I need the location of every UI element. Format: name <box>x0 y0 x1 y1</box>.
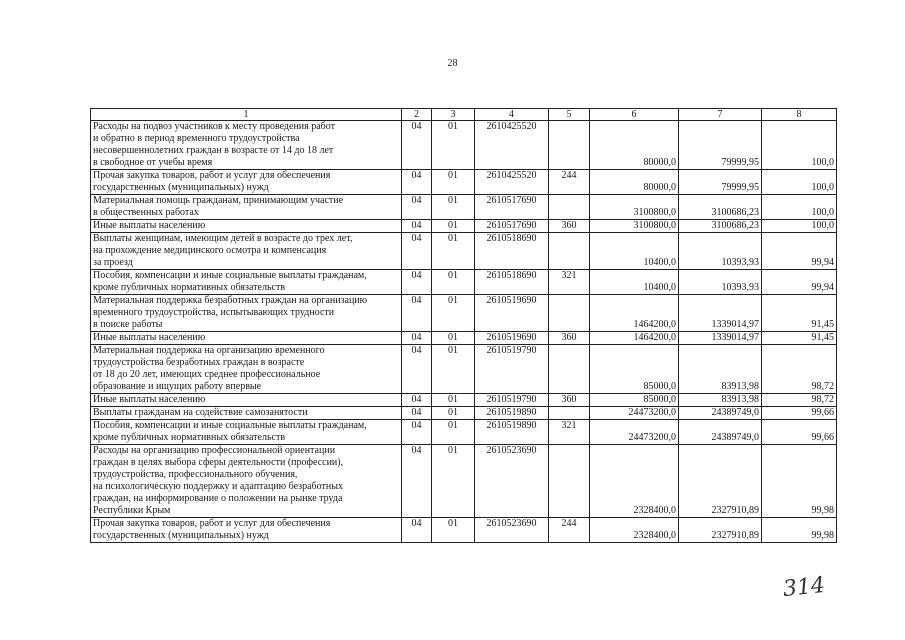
target-article-cell: 2610517690 <box>475 220 549 233</box>
section-cell: 04 <box>402 170 432 195</box>
table-row <box>91 345 837 394</box>
approved-amount-cell: 1464200,0 <box>590 295 679 332</box>
percent-cell: 91,45 <box>762 332 837 345</box>
target-article-cell: 2610523690 <box>475 445 549 518</box>
column-header: 1 <box>91 109 402 121</box>
executed-amount-cell: 79999,95 <box>679 170 762 195</box>
column-header: 5 <box>549 109 590 121</box>
subsection-cell: 01 <box>432 407 475 420</box>
row-name-cell: Расходы на организацию профессиональной ориентации граждан в целях выбора сферы деятельности (профессии), трудоустройства, профессионального обучения, на психологическую поддержку и адаптацию безработных граждан, на информирование о положении на рынке труда Республики Крым <box>91 445 402 518</box>
percent-cell: 99,66 <box>762 407 837 420</box>
section-cell: 04 <box>402 295 432 332</box>
subsection-cell: 01 <box>432 394 475 407</box>
percent-cell: 100,0 <box>762 220 837 233</box>
subsection-cell: 01 <box>432 170 475 195</box>
expense-type-cell: 360 <box>549 332 590 345</box>
row-name-cell: Материальная поддержка безработных граждан на организацию временного трудоустройства, испытывающих трудности в поиске работы <box>91 295 402 332</box>
percent-cell: 100,0 <box>762 121 837 170</box>
percent-cell: 100,0 <box>762 195 837 220</box>
approved-amount-cell: 1464200,0 <box>590 332 679 345</box>
target-article-cell: 2610518690 <box>475 233 549 270</box>
percent-cell: 98,72 <box>762 394 837 407</box>
section-cell: 04 <box>402 518 432 543</box>
subsection-cell: 01 <box>432 420 475 445</box>
expense-type-cell <box>549 345 590 394</box>
target-article-cell: 2610523690 <box>475 518 549 543</box>
column-header: 7 <box>679 109 762 121</box>
table-row <box>91 518 837 543</box>
column-header: 3 <box>432 109 475 121</box>
target-article-cell: 2610425520 <box>475 121 549 170</box>
expense-type-cell <box>549 407 590 420</box>
expense-type-cell: 321 <box>549 270 590 295</box>
executed-amount-cell: 2327910,89 <box>679 445 762 518</box>
approved-amount-cell: 10400,0 <box>590 233 679 270</box>
approved-amount-cell: 3100800,0 <box>590 195 679 220</box>
table-row <box>91 332 837 345</box>
target-article-cell: 2610519690 <box>475 332 549 345</box>
approved-amount-cell: 3100800,0 <box>590 220 679 233</box>
percent-cell: 98,72 <box>762 345 837 394</box>
subsection-cell: 01 <box>432 345 475 394</box>
section-cell: 04 <box>402 332 432 345</box>
expense-type-cell: 244 <box>549 518 590 543</box>
target-article-cell: 2610518690 <box>475 270 549 295</box>
row-name-cell: Иные выплаты населению <box>91 220 402 233</box>
expense-type-cell <box>549 445 590 518</box>
target-article-cell: 2610519790 <box>475 345 549 394</box>
row-name-cell: Материальная помощь гражданам, принимающим участие в общественных работах <box>91 195 402 220</box>
table-row <box>91 394 837 407</box>
executed-amount-cell: 10393,93 <box>679 270 762 295</box>
row-name-cell: Выплаты женщинам, имеющим детей в возрасте до трех лет, на прохождение медицинского осмотра и компенсация за проезд <box>91 233 402 270</box>
approved-amount-cell: 80000,0 <box>590 170 679 195</box>
expense-type-cell: 360 <box>549 394 590 407</box>
table-row <box>91 220 837 233</box>
executed-amount-cell: 10393,93 <box>679 233 762 270</box>
column-header: 8 <box>762 109 837 121</box>
section-cell: 04 <box>402 420 432 445</box>
section-cell: 04 <box>402 121 432 170</box>
section-cell: 04 <box>402 445 432 518</box>
table-row <box>91 270 837 295</box>
percent-cell: 99,66 <box>762 420 837 445</box>
expense-type-cell: 321 <box>549 420 590 445</box>
percent-cell: 99,94 <box>762 270 837 295</box>
table-header-row <box>91 109 837 121</box>
table-body <box>91 121 837 543</box>
table-row <box>91 170 837 195</box>
executed-amount-cell: 83913,98 <box>679 394 762 407</box>
row-name-cell: Материальная поддержка на организацию временного трудоустройства безработных граждан в возрасте от 18 до 20 лет, имеющих среднее профессиональное образование и ищущих работу впервые <box>91 345 402 394</box>
column-header: 4 <box>475 109 549 121</box>
section-cell: 04 <box>402 220 432 233</box>
target-article-cell: 2610519690 <box>475 295 549 332</box>
executed-amount-cell: 79999,95 <box>679 121 762 170</box>
table-row <box>91 445 837 518</box>
subsection-cell: 01 <box>432 332 475 345</box>
percent-cell: 99,98 <box>762 445 837 518</box>
table-row <box>91 407 837 420</box>
row-name-cell: Пособия, компенсации и иные социальные выплаты гражданам, кроме публичных нормативных обязательств <box>91 270 402 295</box>
row-name-cell: Выплаты гражданам на содействие самозанятости <box>91 407 402 420</box>
row-name-cell: Прочая закупка товаров, работ и услуг для обеспечения государственных (муниципальных) нужд <box>91 518 402 543</box>
row-name-cell: Пособия, компенсации и иные социальные выплаты гражданам, кроме публичных нормативных обязательств <box>91 420 402 445</box>
executed-amount-cell: 1339014,97 <box>679 295 762 332</box>
table-row <box>91 295 837 332</box>
executed-amount-cell: 24389749,0 <box>679 407 762 420</box>
percent-cell: 91,45 <box>762 295 837 332</box>
executed-amount-cell: 3100686,23 <box>679 220 762 233</box>
section-cell: 04 <box>402 345 432 394</box>
expense-type-cell: 360 <box>549 220 590 233</box>
percent-cell: 100,0 <box>762 170 837 195</box>
section-cell: 04 <box>402 195 432 220</box>
subsection-cell: 01 <box>432 518 475 543</box>
column-header: 2 <box>402 109 432 121</box>
row-name-cell: Расходы на подвоз участников к месту проведения работ и обратно в период временного трудоустройства несовершеннолетних граждан в возрасте от 14 до 18 лет в свободное от учебы время <box>91 121 402 170</box>
subsection-cell: 01 <box>432 295 475 332</box>
target-article-cell: 2610519890 <box>475 420 549 445</box>
section-cell: 04 <box>402 270 432 295</box>
approved-amount-cell: 24473200,0 <box>590 420 679 445</box>
row-name-cell: Иные выплаты населению <box>91 332 402 345</box>
approved-amount-cell: 10400,0 <box>590 270 679 295</box>
approved-amount-cell: 85000,0 <box>590 394 679 407</box>
executed-amount-cell: 83913,98 <box>679 345 762 394</box>
approved-amount-cell: 24473200,0 <box>590 407 679 420</box>
handwritten-page-mark: 314 <box>781 572 827 603</box>
target-article-cell: 2610519890 <box>475 407 549 420</box>
table-row <box>91 420 837 445</box>
subsection-cell: 01 <box>432 195 475 220</box>
budget-table <box>90 108 837 543</box>
subsection-cell: 01 <box>432 270 475 295</box>
percent-cell: 99,98 <box>762 518 837 543</box>
table-row <box>91 233 837 270</box>
subsection-cell: 01 <box>432 445 475 518</box>
target-article-cell: 2610517690 <box>475 195 549 220</box>
approved-amount-cell: 85000,0 <box>590 345 679 394</box>
expense-type-cell: 244 <box>549 170 590 195</box>
page-number: 28 <box>447 58 458 69</box>
approved-amount-cell: 80000,0 <box>590 121 679 170</box>
expense-type-cell <box>549 121 590 170</box>
section-cell: 04 <box>402 233 432 270</box>
table-row <box>91 195 837 220</box>
percent-cell: 99,94 <box>762 233 837 270</box>
executed-amount-cell: 3100686,23 <box>679 195 762 220</box>
section-cell: 04 <box>402 394 432 407</box>
executed-amount-cell: 2327910,89 <box>679 518 762 543</box>
subsection-cell: 01 <box>432 220 475 233</box>
section-cell: 04 <box>402 407 432 420</box>
expense-type-cell <box>549 195 590 220</box>
row-name-cell: Иные выплаты населению <box>91 394 402 407</box>
approved-amount-cell: 2328400,0 <box>590 518 679 543</box>
table-row <box>91 121 837 170</box>
target-article-cell: 2610425520 <box>475 170 549 195</box>
row-name-cell: Прочая закупка товаров, работ и услуг для обеспечения государственных (муниципальных) нужд <box>91 170 402 195</box>
subsection-cell: 01 <box>432 233 475 270</box>
subsection-cell: 01 <box>432 121 475 170</box>
column-header: 6 <box>590 109 679 121</box>
approved-amount-cell: 2328400,0 <box>590 445 679 518</box>
executed-amount-cell: 24389749,0 <box>679 420 762 445</box>
expense-type-cell <box>549 295 590 332</box>
expense-type-cell <box>549 233 590 270</box>
target-article-cell: 2610519790 <box>475 394 549 407</box>
executed-amount-cell: 1339014,97 <box>679 332 762 345</box>
